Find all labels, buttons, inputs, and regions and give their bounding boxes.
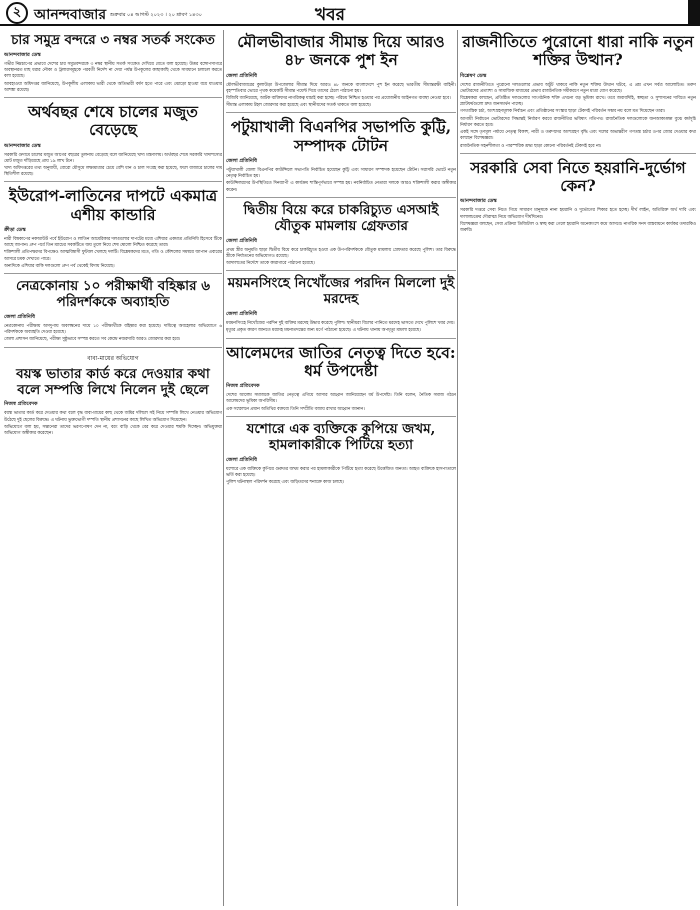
paragraph: সরকারি গুদামে চালের মজুত আগের বছরের তুলনায় বেড়েছে বলে জানিয়েছে খাদ্য মন্ত্রণালয়। অর্থবছর শেষে সরকারি খাদ্যশস্যের মোট মজুত দাঁড়িয়েছে প্রায় ১৯ লাখ টনে।	[4, 152, 222, 164]
headline[interactable]: অর্থবছর শেষে চালের মজুত বেড়েছে	[28, 102, 198, 140]
paragraph: আবহাওয়া অধিদপ্তর জানিয়েছে, উপকূলীয় এলাকায় ভারী থেকে অতিভারী বর্ষণ হতে পারে এবং ঝোড়ো হাওয়া বয়ে যাওয়ার আশঙ্কা রয়েছে।	[4, 81, 222, 93]
paragraph: কাউন্সিলরদের উপস্থিতিতে দিনব্যাপী এ কার্যক্রম শান্তিপূর্ণভাবে সম্পন্ন হয়। নবনির্বাচিত নেতারা দলকে আরও শক্তিশালী করার অঙ্গীকার করেন।	[226, 181, 456, 193]
paragraph: সরকারি দপ্তরে সেবা নিতে গিয়ে সাধারণ মানুষকে নানা হয়রানি ও দুর্ভোগের শিকার হতে হচ্ছে। দীর্ঘ লাইন, অতিরিক্ত অর্থ দাবি এবং দালালচক্রের দৌরাত্ম্য নিয়ে অভিযোগ দীর্ঘদিনের।	[460, 208, 696, 220]
headline[interactable]: যশোরে এক ব্যক্তিকে কুপিয়ে জখম, হামলাকারীকে পিটিয়ে হত্যা	[246, 420, 436, 453]
headline[interactable]: দ্বিতীয় বিয়ে করে চাকরিচ্যুত এসআই যৌতুক মামলায় গ্রেফতার	[243, 201, 439, 234]
byline: আনন্দবাজার ডেস্ক	[4, 51, 41, 58]
paragraph: জেলা প্রশাসন জানিয়েছে, পরীক্ষা সুষ্ঠুভাবে সম্পন্ন করতে সব কেন্দ্রে নজরদারি আরও জোরদার করা হবে।	[4, 337, 181, 343]
story-world-cup	[4, 187, 222, 274]
headline[interactable]: ময়মনসিংহে নিখোঁজের পরদিন মিললো দুই মরদেহ	[227, 275, 455, 308]
paragraph: বিশেষজ্ঞরা বলছেন, সেবা প্রক্রিয়া ডিজিটাল ও স্বচ্ছ করা গেলে হয়রানি অনেকাংশে কমে আসবে। নাগরিক সনদ বাস্তবায়নে কার্যকর তদারকিও জরুরি।	[460, 221, 696, 233]
headline[interactable]: আলেমদের জাতির নেতৃত্ব দিতে হবে: ধর্ম উপদেষ্টা	[226, 342, 456, 380]
story-si-arrest	[226, 203, 456, 272]
story-port-signal	[4, 33, 222, 98]
byline: ক্রীড়া ডেস্ক	[4, 227, 26, 234]
byline: বিশ্লেষণ ডেস্ক	[460, 72, 487, 79]
paragraph: অভিযোগে বলা হয়, সন্তানেরা তাদের ভরণপোষণ দেন না, বরং বাড়ি থেকে বের করে দেওয়ার হুমকি দিচ্ছেন। অভিযুক্তরা অভিযোগ অস্বীকার করেছেন।	[4, 424, 222, 437]
paragraph: মৃত্যুর প্রকৃত কারণ জানতে মরদেহ ময়নাতদন্তের জন্য মর্গে পাঠানো হয়েছে। এ ঘটনায় থানায় অপমৃত্যু মামলা হয়েছে।	[226, 328, 421, 334]
newspaper-logo: আনন্দবাজার	[34, 7, 107, 23]
paragraph: গণতান্ত্রিক চর্চা, অংশগ্রহণমূলক নির্বাচন এবং প্রতিষ্ঠানের সংস্কার ছাড়া টেকসই পরিবর্তন সম্ভব নয় বলে মত দিয়েছেন তারা।	[460, 109, 666, 115]
story-jessore-attack	[226, 422, 456, 490]
paragraph: পুলিশ ঘটনাস্থল পরিদর্শন করেছে এবং জড়িতদের শনাক্তে কাজ চলছে।	[226, 480, 344, 486]
paragraph: নেত্রকোনায় পরীক্ষায় অসদুপায় অবলম্বনের দায়ে ১০ পরীক্ষার্থীকে বহিষ্কার করা হয়েছে। দায়িত্বে অবহেলার অভিযোগে ৬ পরিদর্শককে অব্যাহতি দেওয়া হয়েছে।	[4, 323, 222, 336]
byline: জেলা প্রতিনিধি	[226, 72, 257, 79]
paragraph: আদালতের নির্দেশে তাকে কারাগারে পাঠানো হয়েছে।	[226, 261, 315, 267]
paragraph: রাজনৈতিক সহনশীলতা ও পারস্পরিক শ্রদ্ধা ছাড়া কোনো পরিবর্তনই টেকসই হবে না।	[460, 143, 602, 149]
paragraph: নারী বিশ্বকাপের নকআউট পর্বে ইউরোপ ও লাতিন আমেরিকার দলগুলোর দাপটের মধ্যে এশিয়ার একমাত্র প্রতিনিধি হিসেবে টিকে আছে জাপান। গ্রুপ পর্বে তিন ম্যাচের সবকটিতে জয় তুলে নিয়ে শেষ ষোলো নিশ্চিত করেছে তারা।	[4, 237, 222, 249]
masthead	[0, 0, 700, 26]
column-middle	[226, 30, 456, 494]
column-right	[460, 30, 696, 242]
kicker: বাবা-মায়ের অভিযোগ	[87, 354, 139, 362]
dateline: শুক্রবার ০৪ আগস্ট ২০২৩ । ২০ শ্রাবণ ১৪৩০	[110, 12, 202, 18]
section-title: খবর	[315, 5, 345, 25]
paragraph: মৌলভীবাজারের কুলাউড়া উপজেলার সীমান্ত দিয়ে আরও ৪৮ জনকে বাংলাদেশে পুশ ইন করেছে ভারতীয় সীমান্তরক্ষী বাহিনী। বৃহস্পতিবার ভোরে পৃথক কয়েকটি সীমান্ত পয়েন্ট দিয়ে তাদের ঠেলে পাঠানো হয়।	[226, 82, 456, 94]
paragraph: বিশ্লেষকরা বলছেন, প্রতিষ্ঠিত দলগুলোর সাংগঠনিক শক্তি এখনো বড় ভূমিকা রাখে। তবে জবাবদিহি, স্বচ্ছতা ও সুশাসনের দাবিতে নতুন প্ল্যাটফর্মগুলো দ্রুত জনসমর্থন পাচ্ছে।	[460, 96, 696, 108]
byline: জেলা প্রতিনিধি	[226, 237, 257, 244]
paragraph: সীমান্ত এলাকায় টহল জোরদার করা হয়েছে এবং স্থানীয়দের সতর্ক থাকতে বলা হয়েছে।	[226, 103, 372, 109]
story-patuakhali-bnp	[226, 118, 456, 197]
story-religious-adviser	[226, 344, 456, 417]
headline[interactable]: সরকারি সেবা নিতে হয়রানি-দুর্ভোগ কেন?	[470, 157, 686, 196]
column-divider	[223, 30, 224, 906]
paragraph: বয়স্ক ভাতার কার্ড করে দেওয়ার কথা বলে বৃদ্ধ বাবা-মায়ের কাছ থেকে জমির দলিলে সই নিয়ে সম্পত্তি লিখে নেওয়ার অভিযোগ উঠেছে দুই ছেলের বিরুদ্ধে। এ ঘটনায় ভুক্তভোগী দম্পতি স্থানীয় প্রশাসনের কাছে লিখিত অভিযোগ দিয়েছেন।	[4, 411, 222, 423]
story-push-in	[226, 33, 456, 113]
headline[interactable]: পটুয়াখালী বিএনপির সভাপতি কুট্টি, সম্পাদক টোটন	[230, 117, 452, 155]
headline[interactable]: নেত্রকোনায় ১০ পরীক্ষার্থী বহিষ্কার ৬ পরিদর্শককে অব্যাহতি	[15, 278, 211, 311]
headline[interactable]: বয়স্ক ভাতার কার্ড করে দেওয়ার কথা বলে সম্পত্তি লিখে নিলেন দুই ছেলে	[16, 365, 210, 398]
paragraph: গভীর নিম্নচাপের প্রভাবে দেশের চার সমুদ্রবন্দরকে ৩ নম্বর স্থানীয় সতর্ক সংকেত দেখিয়ে যেতে বলা হয়েছে। উত্তর বঙ্গোপসাগরে অবস্থানরত মাছ ধরার নৌকা ও ট্রলারসমূহকে পরবর্তী নির্দেশ না দেয়া পর্যন্ত উপকূলের কাছাকাছি থেকে সাবধানে চলাচল করতে বলা হয়েছে।	[4, 61, 222, 80]
paragraph: প্রথম স্ত্রীর অনুমতি ছাড়া দ্বিতীয় বিয়ে করে চাকরিচ্যুত হওয়া এক উপপরিদর্শককে যৌতুক মামলায় গ্রেফতার করেছে পুলিশ। তার বিরুদ্ধে স্ত্রীকে নির্যাতনের অভিযোগও রয়েছে।	[226, 247, 456, 259]
byline: জেলা প্রতিনিধি	[226, 158, 257, 164]
story-public-service	[460, 159, 696, 237]
headline[interactable]: মৌলভীবাজার সীমান্ত দিয়ে আরও ৪৮ জনকে পুশ ইন	[237, 32, 445, 70]
column-left	[4, 30, 222, 445]
headline[interactable]: চার সমুদ্র বন্দরে ৩ নম্বর সতর্ক সংকেত	[11, 32, 215, 48]
byline: আনন্দবাজার ডেস্ক	[4, 142, 41, 149]
paragraph: দেশের রাজনীতিতে পুরোনো দলগুলোর প্রভাব অটুট থাকবে নাকি নতুন শক্তির উত্থান ঘটবে, এ প্রশ্ন এখন সর্বত্র আলোচিত। তরুণ ভোটারদের প্রত্যাশা ও সামাজিক মাধ্যমের প্রভাব রাজনৈতিক সমীকরণে নতুন মাত্রা যোগ করেছে।	[460, 82, 696, 94]
story-elderly-allowance	[4, 353, 222, 441]
paragraph: শক্তিশালী প্রতিপক্ষদের বিপক্ষেও আত্মবিশ্বাসী ফুটবল খেলছে দলটি। বিশ্লেষকদের মতে, গতি ও কৌশলের সমন্বয়ে জাপান এবারের আসরে চমক দেখাতে পারে।	[4, 250, 222, 262]
paragraph: আগামী নির্বাচনে ভোটারদের সিদ্ধান্তই নির্ধারণ করবে রাজনীতির ভবিষ্যৎ গতিপথ। রাজনৈতিক দলগুলোকে জনআকাঙ্ক্ষা বুঝে কর্মসূচি নির্ধারণ করতে হবে।	[460, 116, 696, 128]
corner-block	[688, 0, 700, 24]
byline: নিজস্ব প্রতিবেদক	[4, 401, 38, 408]
paragraph: পটুয়াখালী জেলা বিএনপির কাউন্সিলে সভাপতি নির্বাচিত হয়েছেন কুট্টি এবং সাধারণ সম্পাদক হয়েছেন টোটন। সরাসরি ভোটে নতুন নেতৃত্ব নির্বাচিত হয়।	[226, 168, 456, 180]
paragraph: একই সঙ্গে তৃণমূল পর্যায়ে নেতৃত্ব বিকাশ, নারী ও তরুণদের অংশগ্রহণ বৃদ্ধি এবং দলের অভ্যন্তরীণ গণতন্ত্র চর্চার ওপর জোর দেওয়ার কথা বলছেন বিশেষজ্ঞরা।	[460, 130, 696, 142]
byline: আনন্দবাজার ডেস্ক	[460, 198, 497, 205]
headline[interactable]: ইউরোপ-লাতিনের দাপটে একমাত্র এশীয় কান্ডারি	[8, 186, 218, 224]
paragraph: খাদ্য অধিদপ্তরের তথ্য অনুযায়ী, বোরো মৌসুমে লক্ষ্যমাত্রার চেয়ে বেশি ধান ও চাল সংগ্রহ করা হয়েছে, ফলে বাজারে চালের দাম স্থিতিশীল রয়েছে।	[4, 166, 222, 178]
byline: জেলা প্রতিনিধি	[4, 313, 35, 320]
byline: নিজস্ব প্রতিবেদক	[226, 383, 260, 390]
story-netrokona-exam	[4, 279, 222, 348]
paragraph: যশোরে এক ব্যক্তিকে কুপিয়ে গুরুতর জখম করার পর হামলাকারীকে পিটিয়ে হত্যা করেছে উত্তেজিত জনতা। আহত ব্যক্তিকে হাসপাতালে ভর্তি করা হয়েছে।	[226, 466, 456, 478]
story-rice-stock	[4, 103, 222, 182]
paragraph: বিজিবি জানিয়েছে, আটক ব্যক্তিদের নাগরিকত্ব যাচাই করা হচ্ছে। পরিচয় নিশ্চিত হওয়ার পর প্রয়োজনীয় আইনগত ব্যবস্থা নেওয়া হবে।	[226, 96, 451, 101]
paragraph: এক সম্মেলনে প্রধান অতিথির বক্তব্যে তিনি সম্প্রীতি বজায় রাখার আহ্বান জানান।	[226, 406, 365, 412]
story-mymensingh-bodies	[226, 276, 456, 338]
page-number: ২	[6, 2, 28, 24]
story-politics-analysis	[460, 33, 696, 154]
paragraph: অন্যদিকে এশিয়ার বাকি দলগুলো গ্রুপ পর্ব থেকেই বিদায় নিয়েছে।	[4, 263, 115, 269]
paragraph: দেশের আলেম সমাজকে জাতির নেতৃত্বে এগিয়ে আসার আহ্বান জানিয়েছেন ধর্ম উপদেষ্টা। তিনি বলেন, নৈতিক সমাজ গঠনে আলেমদের ভূমিকা অপরিসীম।	[226, 393, 456, 405]
byline: জেলা প্রতিনিধি	[226, 456, 257, 463]
headline[interactable]: রাজনীতিতে পুরোনো ধারা নাকি নতুন শক্তির উত্থান?	[462, 32, 694, 70]
byline: জেলা প্রতিনিধি	[226, 311, 257, 318]
paragraph: ময়মনসিংহে নিখোঁজের পরদিন দুই ব্যক্তির মরদেহ উদ্ধার করেছে পুলিশ। স্থানীয়রা বিলের পানিতে মরদেহ ভাসতে দেখে পুলিশে খবর দেয়।	[226, 321, 455, 327]
column-divider	[457, 30, 458, 906]
